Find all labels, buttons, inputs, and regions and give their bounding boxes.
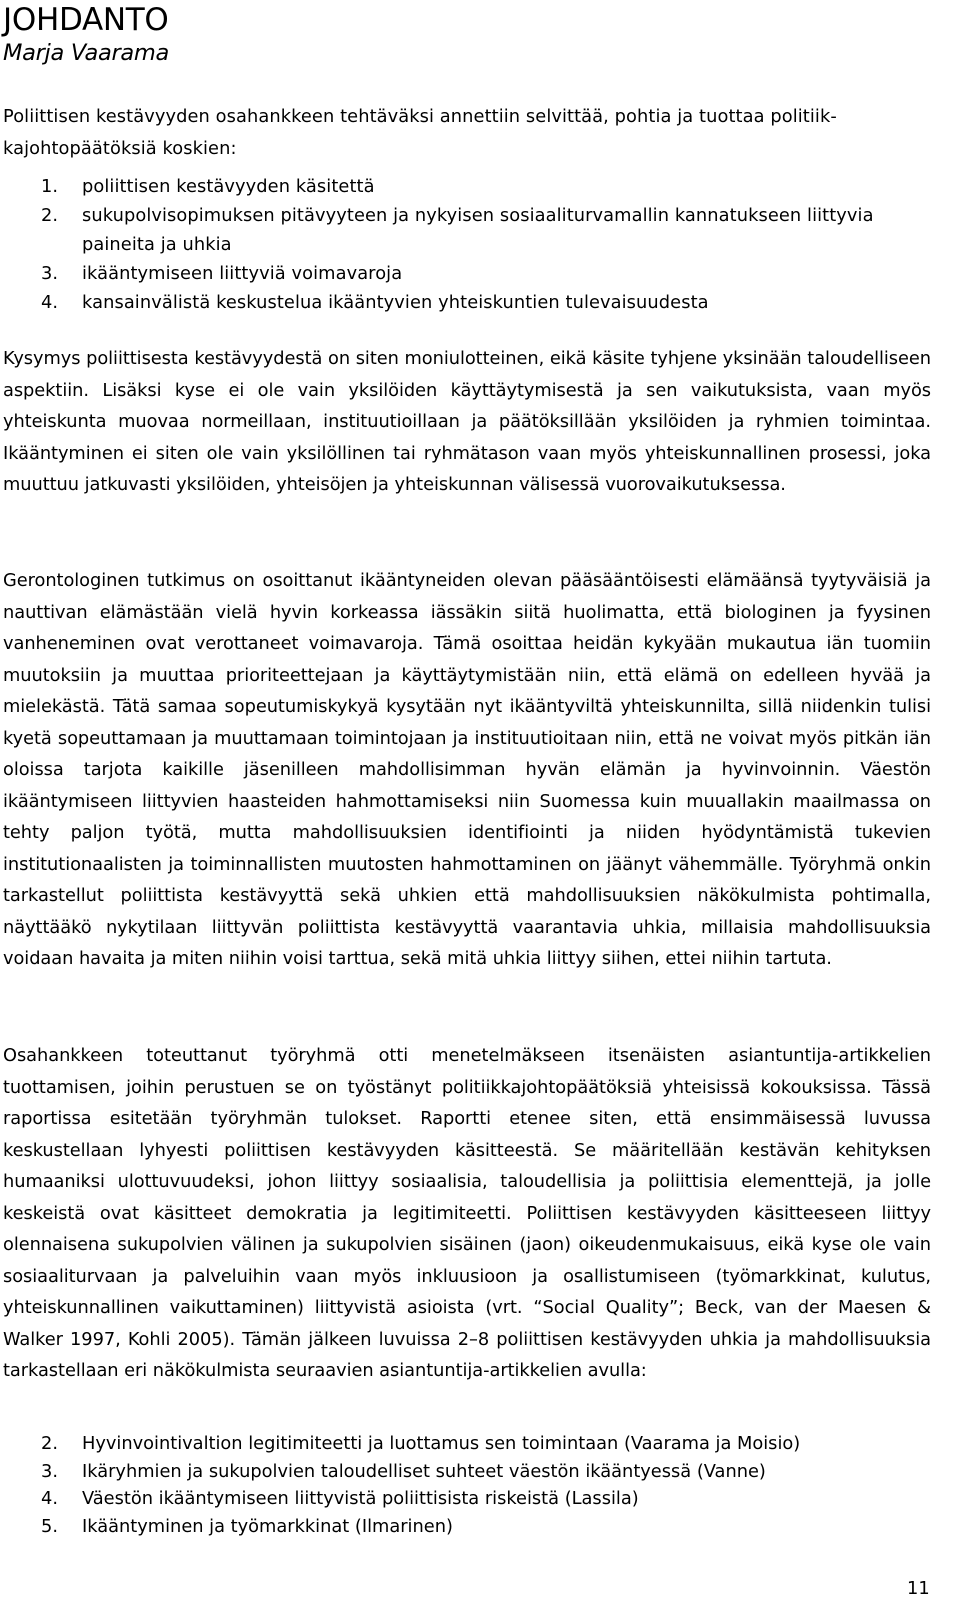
intro-paragraph: Poliittisen kestävyyden osahankkeen tehtäväksi annettiin selvittää, pohtia ja tuottaa politiikkajohtopäätöksiä koskien: [3, 106, 837, 159]
list-item-number: 4. [41, 1488, 58, 1509]
list-item [41, 288, 931, 317]
list-item-text: Väestön ikääntymiseen liittyvistä poliittisista riskeistä (Lassila) [82, 1488, 639, 1509]
list-item-number: 5. [41, 1515, 58, 1537]
list-item [41, 172, 931, 201]
list-item-number: 3. [41, 1460, 58, 1482]
list-item-number: 3. [41, 263, 59, 284]
list-item-text: sukupolvisopimuksen pitävyyteen ja nykyisen sosiaaliturvamallin kannatukseen liittyvia paineita ja uhkia [82, 205, 874, 255]
author-name: Marja Vaarama [3, 40, 170, 66]
list-item [41, 1513, 931, 1541]
list-item-number: 2. [41, 1433, 58, 1454]
list-item [41, 1458, 931, 1486]
body-paragraph: Osahankkeen toteuttanut työryhmä otti menetelmäkseen itsenäisten asiantuntija-artikkelien tuottamisen, joihin perustuen se on työstänyt politiikkajohtopäätöksiä yhteisissä kokouksissa. Tässä raportissa esitetään työryhmän tulokset. Raportti etenee siten, että ensimmäisessä luvussa keskustellaan lyhyesti poliittisen kestävyyden käsitteestä. Se määritellään kestävän kehityksen humaaniksi ulottuvuudeksi, johon liittyy sosiaalisia, taloudellisia ja poliittisia elementtejä, ja jolle keskeistä ovat käsitteet demokratia ja legitimiteetti. Poliittisen kestävyyden käsitteeseen liittyy olennaisena sukupolvien välinen ja sukupolvien sisäinen (jaon) oikeudenmukaisuus, eikä kyse ole vain sosiaaliturvaan ja palveluihin vaan myös inkluusioon ja osallistumiseen (työmarkkinat, kulutus, yhteiskunnallinen vaikuttaminen) liittyvistä asioista (vrt. “Social Quality”; Beck, van der Maesen & Walker 1997, Kohli 2005). Tämän jälkeen luvuissa 2–8 poliittisen kestävyyden uhkia ja mahdollisuuksia tarkastellaan eri näkökulmista seuraavien asiantuntija-artikkelien avulla: [3, 1045, 931, 1381]
list-item [41, 201, 931, 259]
list-item-number: 2. [41, 205, 59, 226]
list-item-text: poliittisen kestävyyden käsitettä [82, 176, 375, 197]
list-item [41, 1485, 931, 1513]
list-item-number: 4. [41, 292, 59, 313]
body-paragraph: Gerontologinen tutkimus on osoittanut ikääntyneiden olevan pääsääntöisesti elämäänsä tyytyväisiä ja nauttivan elämästään vielä hyvin korkeassa iässäkin siitä huolimatta, että biologinen ja fyysinen vanheneminen ovat verottaneet voimavaroja. Tämä osoittaa heidän kykyään mukautua iän tuomiin muutoksiin ja muuttaa prioriteettejaan ja käyttäytymistään niin, että elämä on edelleen hyvää ja mielekästä. Tätä samaa sopeutumiskykyä kysytään nyt ikääntyviltä yhteiskunnilta, sillä niidenkin tulisi kyetä sopeuttamaan ja muuttamaan toimintojaan ja instituutioitaan niin, että ne voivat myös pitkän iän oloissa tarjota kaikille jäsenilleen mahdollisimman hyvän elämän ja hyvinvoinnin. Väestön ikääntymiseen liittyvien haasteiden hahmottamiseksi niin Suomessa kuin muuallakin maailmassa on tehty paljon työtä, mutta mahdollisuuksien identifiointi ja niiden hyödyntämistä tukevien institutionaalisten ja toiminnallisten muutosten hahmottaminen on jäänyt vähemmälle. Työryhmä onkin tarkastellut poliittista kestävyyttä sekä uhkien että mahdollisuuksien näkökulmista pohtimalla, näyttääkö nykytilaan liittyvän poliittista kestävyyttä vaarantavia uhkia, millaisia mahdollisuuksia voidaan havaita ja miten niihin voisi tarttua, sekä mitä uhkia liittyy siihen, ettei niihin tartuta. [3, 570, 931, 969]
topic-list [41, 172, 931, 317]
page-number: 11 [907, 1578, 930, 1599]
list-item-text: Ikäryhmien ja sukupolvien taloudelliset suhteet väestön ikääntyessä (Vanne) [82, 1460, 766, 1482]
list-item [41, 1430, 931, 1458]
list-item-text: ikääntymiseen liittyviä voimavaroja [82, 263, 403, 284]
list-item-text: Ikääntyminen ja työmarkkinat (Ilmarinen) [82, 1515, 453, 1537]
chapter-title: JOHDANTO [3, 2, 169, 38]
list-item-text: Hyvinvointivaltion legitimiteetti ja luottamus sen toimintaan (Vaarama ja Moisio) [82, 1433, 801, 1454]
list-item [41, 259, 931, 288]
list-item-text: kansainvälistä keskustelua ikääntyvien yhteiskuntien tulevaisuudesta [82, 292, 709, 313]
chapter-list [41, 1430, 931, 1540]
list-item-number: 1. [41, 176, 59, 197]
body-paragraph: Kysymys poliittisesta kestävyydestä on siten moniulotteinen, eikä käsite tyhjene yksinään taloudelliseen aspektiin. Lisäksi kyse ei ole vain yksilöiden käyttäytymisestä ja sen vaikutuksista, vaan myös yhteiskunta muovaa normeillaan, instituutioillaan ja päätöksillään yksilöiden ja ryhmien toimintaa. Ikääntyminen ei siten ole vain yksilöllinen tai ryhmätason vaan myös yhteiskunnallinen prosessi, joka muuttuu jatkuvasti yksilöiden, yhteisöjen ja yhteiskunnan välisessä vuorovaikutuksessa. [3, 348, 931, 495]
